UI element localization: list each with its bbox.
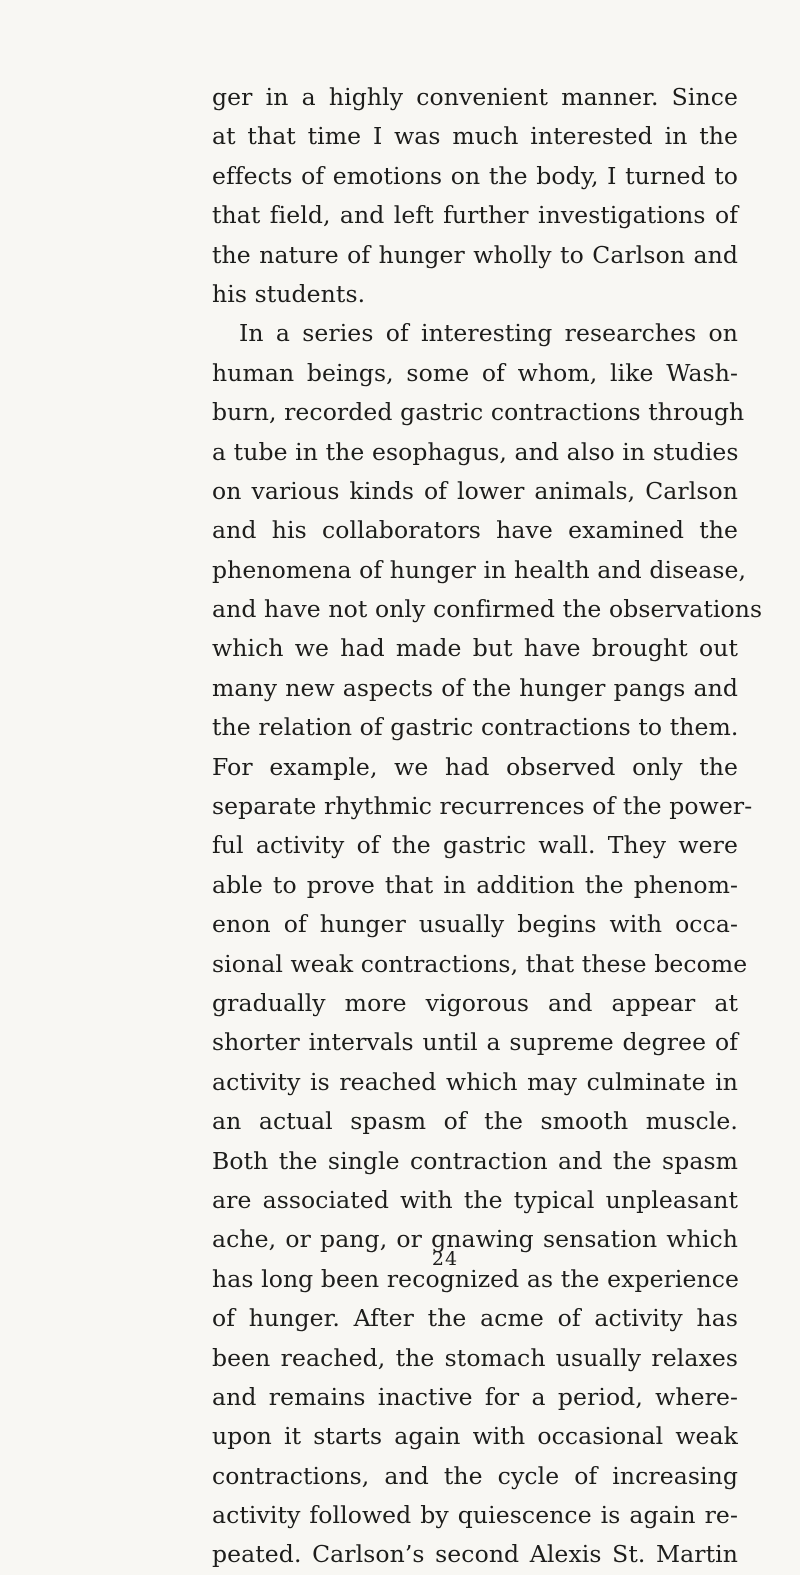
page-body <box>212 78 763 1575</box>
page-number: 24 <box>431 1248 459 1270</box>
paragraph-first-line: In a series of interesting researches on <box>239 319 738 348</box>
text-line: an actual spasm of the smooth muscle. <box>212 1107 738 1136</box>
text-line: has long been recognized as the experience <box>212 1264 740 1293</box>
text-line: activity is reached which may culminate in <box>212 1067 738 1096</box>
text-line: been reached, the stomach usually relaxes <box>212 1343 738 1372</box>
text-line: many new aspects of the hunger pangs and <box>212 673 738 702</box>
text-line: activity followed by quiescence is again re- <box>212 1501 738 1530</box>
text-line: shorter intervals until a supreme degree of <box>212 1028 738 1057</box>
text-line: are associated with the typical unpleasant <box>212 1185 738 1214</box>
text-line: human beings, some of whom, like Wash- <box>212 358 738 387</box>
text-line: a tube in the esophagus, and also in studies <box>212 437 739 466</box>
text-line: and his collaborators have examined the <box>212 516 738 545</box>
text-line: ful activity of the gastric wall. They were <box>212 831 738 860</box>
text-line: ger in a highly convenient manner. Since <box>212 83 738 111</box>
text-line: enon of hunger usually begins with occa- <box>212 910 738 939</box>
text-line: gradually more vigorous and appear at <box>212 988 738 1017</box>
text-line: and have not only confirmed the observations <box>212 595 763 624</box>
text-line: upon it starts again with occasional weak <box>212 1422 738 1451</box>
text-line: Both the single contraction and the spasm <box>212 1146 738 1175</box>
text-line: his students. <box>212 279 366 308</box>
text-line: on various kinds of lower animals, Carlson <box>212 476 738 505</box>
text-line: contractions, and the cycle of increasing <box>212 1461 738 1490</box>
text-line: For example, we had observed only the <box>212 752 738 781</box>
text-line: separate rhythmic recurrences of the power- <box>212 792 753 821</box>
text-line: the relation of gastric contractions to them. <box>212 713 739 742</box>
text-line: effects of emotions on the body, I turned to <box>212 161 738 190</box>
text-line: peated. Carlson’s second Alexis St. Martin <box>212 1540 738 1569</box>
text-line: burn, recorded gastric contractions through <box>212 398 745 427</box>
text-line: of hunger. After the acme of activity has <box>212 1304 738 1333</box>
text-line: at that time I was much interested in the <box>212 122 738 151</box>
text-line: sional weak contractions, that these become <box>212 949 748 978</box>
text-line: and remains inactive for a period, where- <box>212 1382 738 1411</box>
text-line: able to prove that in addition the phenom- <box>212 870 738 899</box>
text-line: phenomena of hunger in health and disease, <box>212 555 747 584</box>
text-line: the nature of hunger wholly to Carlson and <box>212 240 738 269</box>
text-line: which we had made but have brought out <box>212 634 738 663</box>
text-line: that field, and left further investigations of <box>212 201 738 230</box>
text-line: ache, or pang, or gnawing sensation which <box>212 1225 738 1254</box>
